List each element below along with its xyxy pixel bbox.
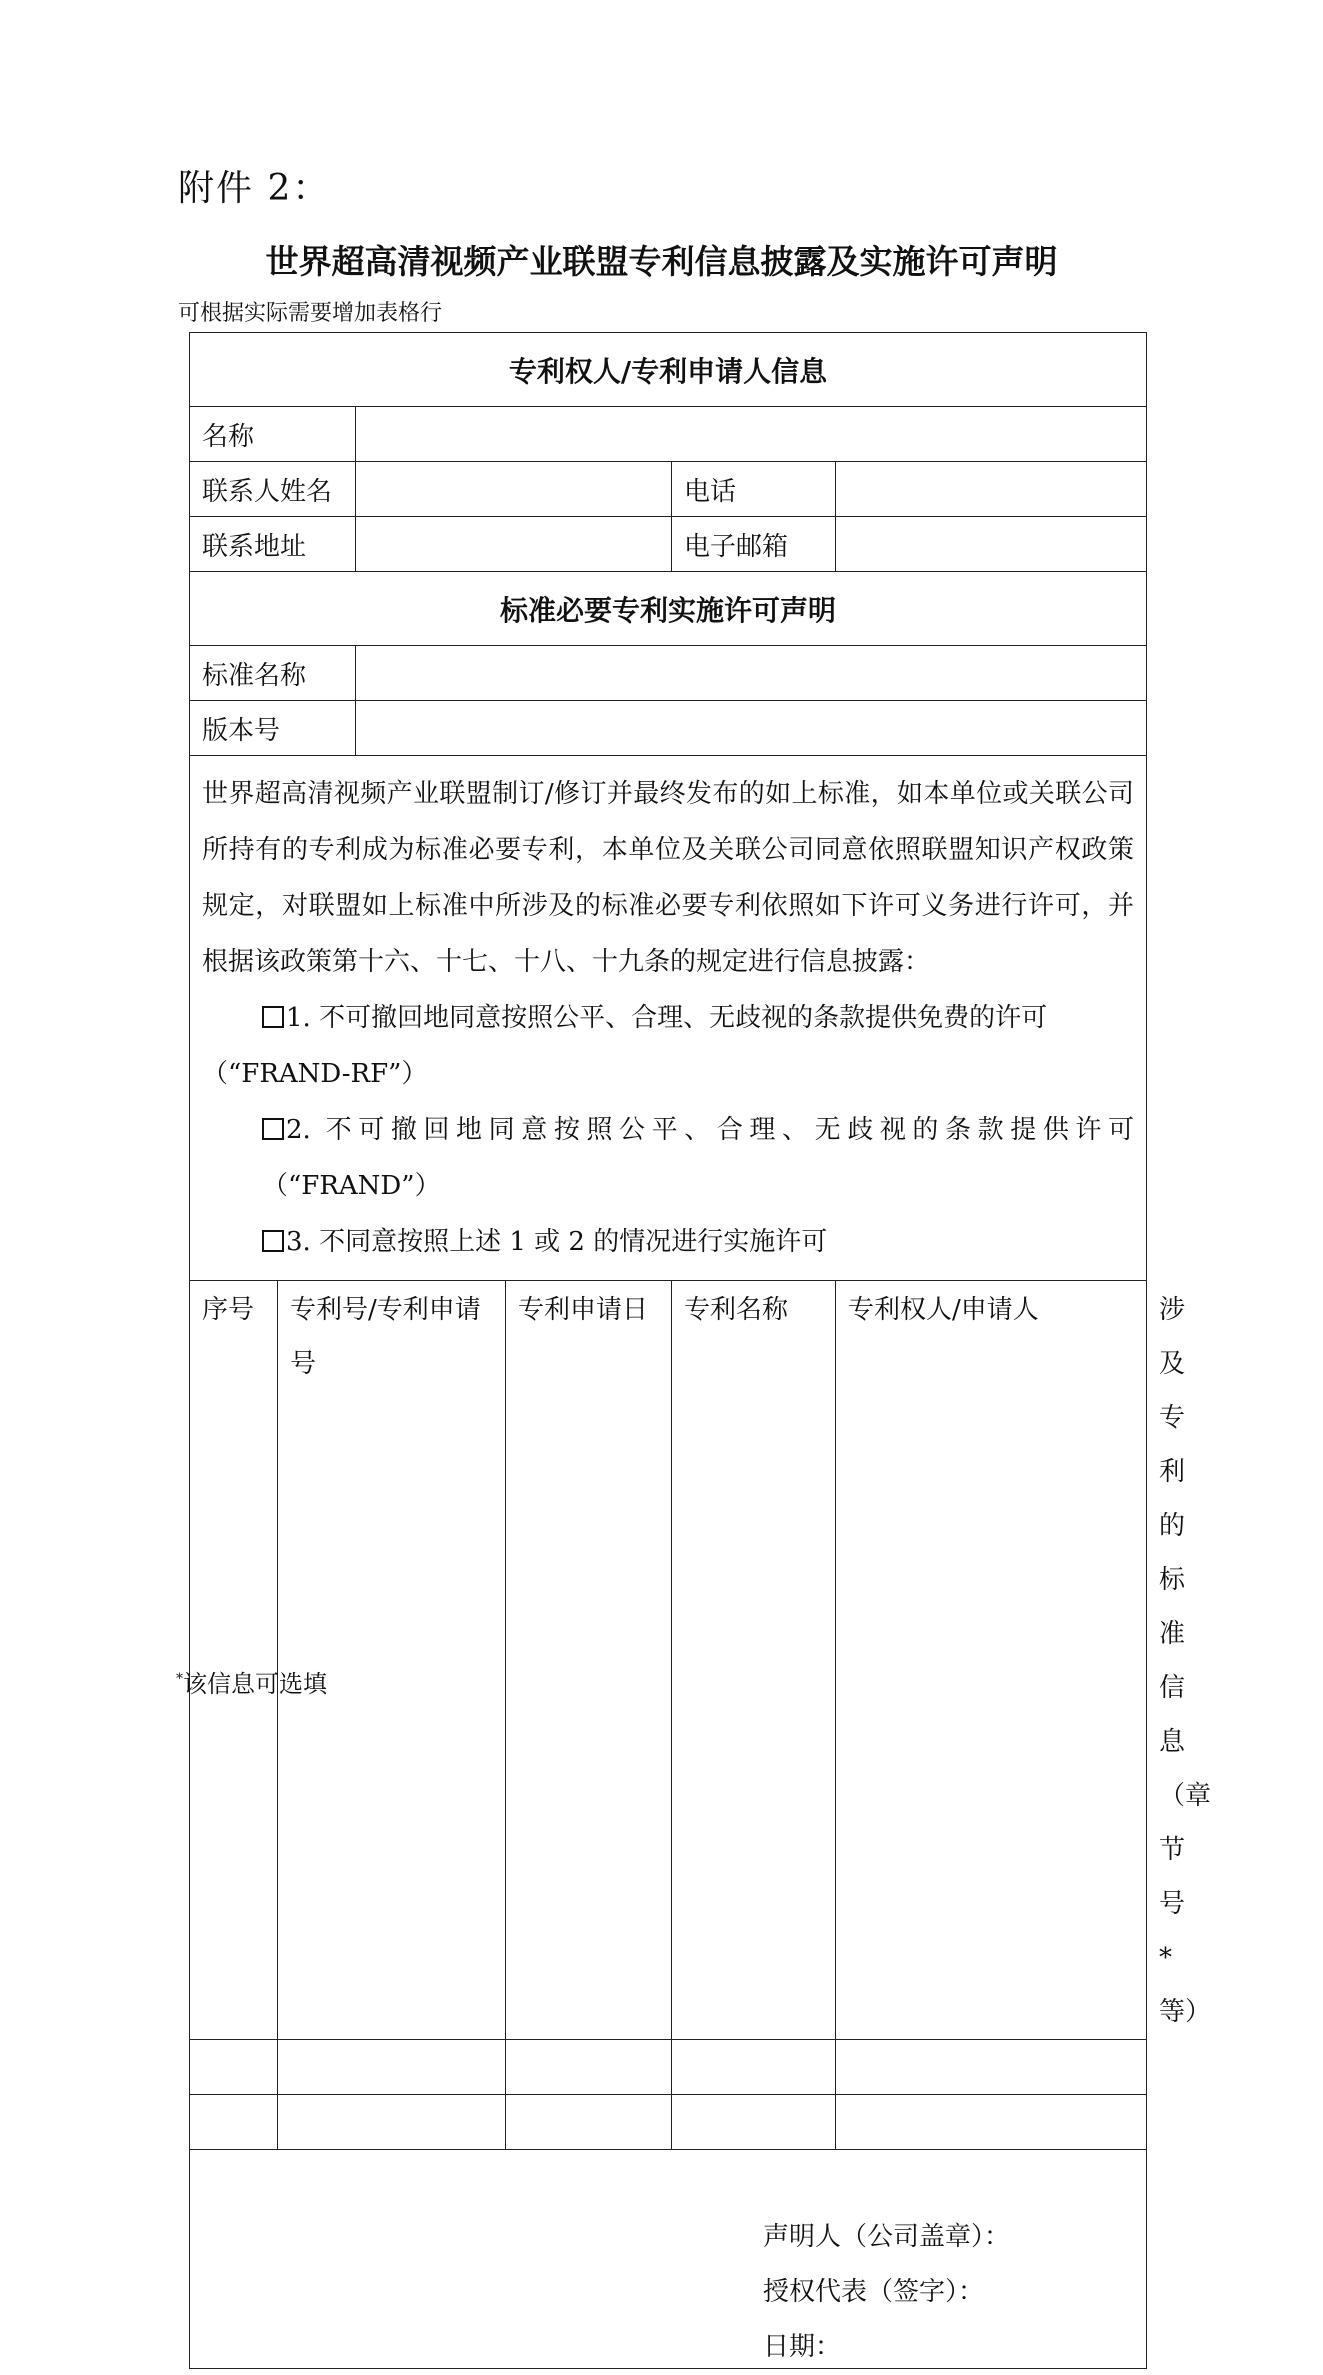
statement-text: 世界超高清视频产业联盟制订/修订并最终发布的如上标准，如本单位或关联公司所持有的专利成为标准必要专利，本单位及关联公司同意依照联盟知识产权政策规定，对联盟如上标准中所涉及的标准必要专利依照如下许可义务进行许可，并根据该政策第十六、十七、十八、十九条的规定进行信息披露： [202,779,1135,977]
option-1-continued: （“FRAND-RF”） [202,1059,428,1089]
option-1: 1. 不可撤回地同意按照公平、合理、无歧视的条款提供免费的许可 [202,990,1134,1046]
standard-name-field[interactable] [356,646,1147,701]
signature-lines [763,2210,1010,2375]
col-header-filing-date: 专利申请日 [506,1281,672,2040]
address-label: 联系地址 [190,517,356,572]
col-header-patent-name: 专利名称 [672,1281,836,2040]
name-label: 名称 [190,407,356,462]
option-3: 3. 不同意按照上述 1 或 2 的情况进行实施许可 [202,1214,1134,1270]
table-row [190,2095,1147,2150]
option-3-checkbox[interactable] [262,1230,284,1252]
table-cell[interactable] [672,2040,836,2095]
col-header-patent-number: 专利号/专利申请号 [278,1281,506,2040]
table-cell[interactable] [278,2040,506,2095]
address-field[interactable] [356,517,672,572]
document-title: 世界超高清视频产业联盟专利信息披露及实施许可声明 [265,242,1058,281]
standard-name-label: 标准名称 [190,646,356,701]
email-field[interactable] [836,517,1147,572]
version-field[interactable] [356,701,1147,756]
option-1-checkbox[interactable] [262,1006,284,1028]
declarant-label: 声明人（公司盖章）： [763,2222,1011,2252]
table-cell[interactable] [836,2095,1147,2150]
table-cell[interactable] [278,2095,506,2150]
representative-label: 授权代表（签字）： [763,2277,985,2307]
option-2: 2. 不可撤回地同意按照公平、合理、无歧视的条款提供许可（“FRAND”） [262,1115,1135,1201]
table-cell[interactable] [506,2095,672,2150]
phone-field[interactable] [836,462,1147,517]
table-hint: 可根据实际需要增加表格行 [178,301,443,326]
attachment-label: 附件 2： [178,168,331,209]
table-cell[interactable] [190,2040,278,2095]
col-header-index: 序号 [190,1281,278,2040]
declaration-form [189,332,1212,2369]
table-row [190,2040,1147,2095]
phone-label: 电话 [672,462,836,517]
table-cell[interactable] [190,2095,278,2150]
name-field[interactable] [356,407,1147,462]
date-label: 日期： [763,2332,842,2362]
contact-name-field[interactable] [356,462,672,517]
contact-name-label: 联系人姓名 [190,462,356,517]
table-cell[interactable] [672,2095,836,2150]
signature-area [190,2150,1147,2369]
version-label: 版本号 [190,701,356,756]
option-2-checkbox[interactable] [262,1118,284,1140]
col-header-holder: 专利权人/申请人 [836,1281,1147,2040]
license-statement [190,756,1147,1281]
table-cell[interactable] [836,2040,1147,2095]
section-heading-holder: 专利权人/专利申请人信息 [190,333,1147,407]
footnote: *该信息可选填 [176,1670,327,1698]
table-cell[interactable] [506,2040,672,2095]
email-label: 电子邮箱 [672,517,836,572]
section-heading-license: 标准必要专利实施许可声明 [190,572,1147,646]
patent-table-header: 序号 专利号/专利申请号 专利申请日 专利名称 专利权人/申请人 涉及专利的标准信息（章节号*等） [190,1281,1147,2040]
